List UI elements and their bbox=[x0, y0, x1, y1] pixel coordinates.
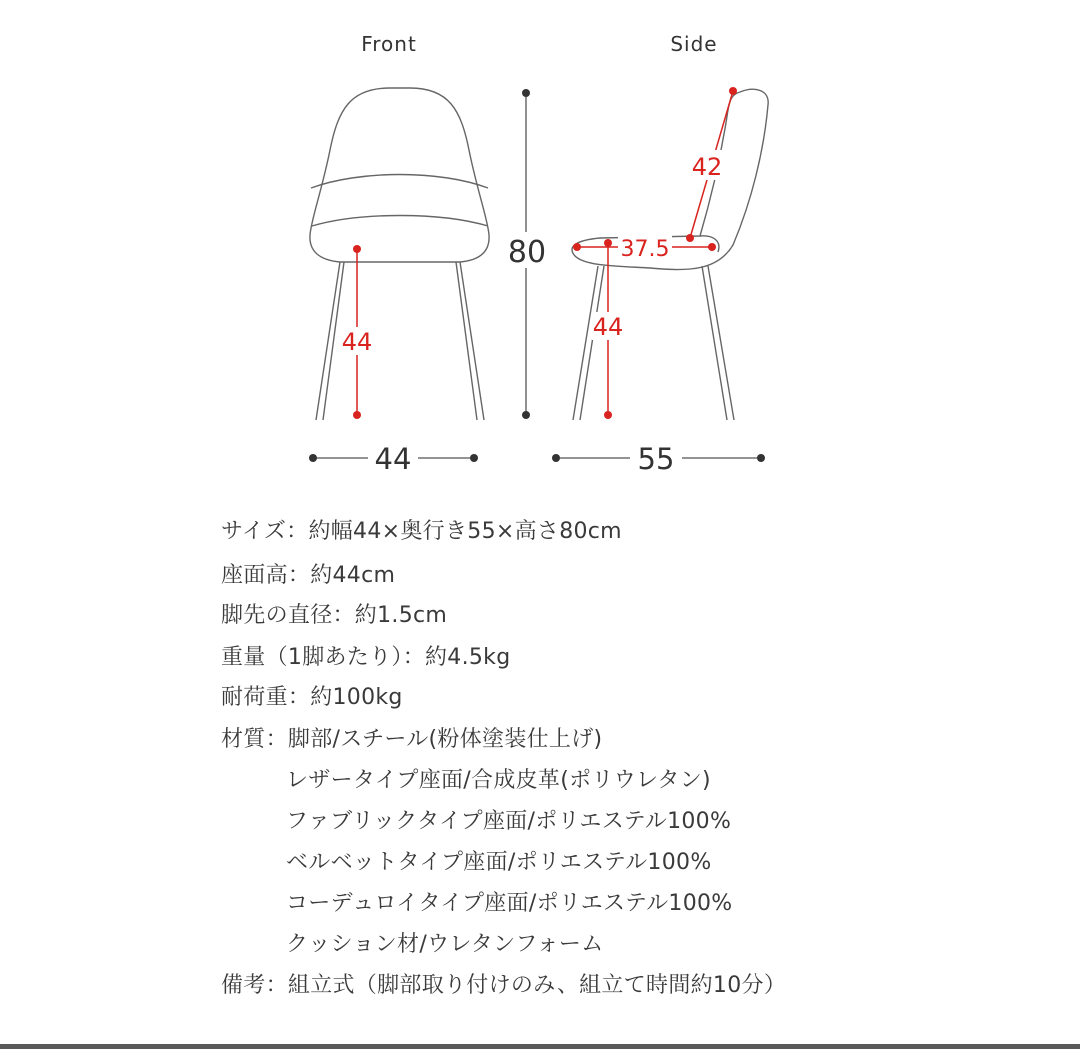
spec-material-velvet: ベルベットタイプ座面/ポリエステル100% bbox=[286, 850, 712, 875]
spec-size: サイズ：約幅44×奥行き55×高さ80cm bbox=[221, 519, 622, 544]
side-view-title: Side bbox=[670, 32, 718, 56]
side-back-height-label: 42 bbox=[691, 153, 723, 181]
bottom-divider bbox=[0, 1044, 1080, 1049]
spec-leg-tip-diameter: 脚先の直径：約1.5cm bbox=[221, 603, 448, 628]
front-seat-height-label: 44 bbox=[341, 328, 373, 356]
front-view-title: Front bbox=[361, 32, 417, 56]
spec-material-leather: レザータイプ座面/合成皮革(ポリウレタン) bbox=[286, 768, 711, 793]
side-depth-label: 55 bbox=[637, 442, 675, 476]
total-height-label: 80 bbox=[507, 235, 547, 270]
spec-notes: 備考：組立式（脚部取り付けのみ、組立て時間約10分） bbox=[221, 973, 787, 998]
spec-weight: 重量（1脚あたり）：約4.5kg bbox=[221, 645, 511, 670]
spec-material-fabric: ファブリックタイプ座面/ポリエステル100% bbox=[286, 809, 732, 834]
side-seat-height-label: 44 bbox=[592, 313, 624, 341]
side-seat-depth-label: 37.5 bbox=[620, 237, 670, 262]
spec-load-capacity: 耐荷重：約100kg bbox=[221, 685, 403, 710]
spec-material: 材質：脚部/スチール(粉体塗装仕上げ) bbox=[221, 727, 603, 752]
spec-material-corduroy: コーデュロイタイプ座面/ポリエステル100% bbox=[286, 891, 733, 916]
front-width-label: 44 bbox=[374, 442, 412, 476]
spec-material-cushion: クッション材/ウレタンフォーム bbox=[286, 932, 604, 957]
spec-seat-height: 座面高：約44cm bbox=[221, 563, 396, 588]
